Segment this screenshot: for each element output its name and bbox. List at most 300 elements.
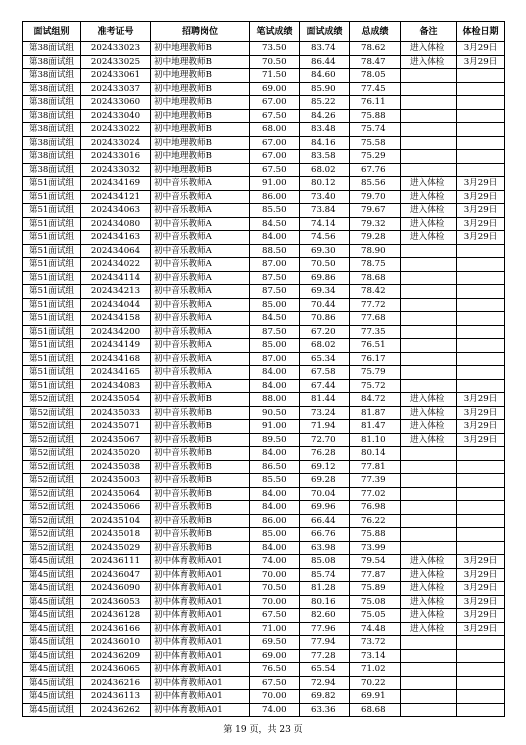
table-cell	[457, 69, 505, 83]
table-cell: 75.05	[350, 609, 401, 623]
table-cell: 79.54	[350, 555, 401, 569]
table-cell: 75.29	[350, 150, 401, 164]
table-cell: 69.30	[300, 244, 350, 258]
table-row	[23, 487, 505, 501]
table-cell: 72.70	[300, 433, 350, 447]
table-row	[23, 204, 505, 218]
table-cell: 202433025	[81, 55, 151, 69]
table-cell: 77.35	[350, 325, 401, 339]
table-cell: 67.20	[300, 325, 350, 339]
table-row	[23, 258, 505, 272]
table-cell: 84.00	[250, 501, 300, 515]
table-cell: 初中地理教师B	[151, 109, 250, 123]
table-cell: 第45面试组	[23, 636, 81, 650]
table-cell	[457, 339, 505, 353]
table-cell: 70.00	[250, 568, 300, 582]
table-cell: 进入体检	[401, 420, 457, 434]
table-cell: 第51面试组	[23, 379, 81, 393]
table-cell: 85.00	[250, 528, 300, 542]
table-row	[23, 352, 505, 366]
table-cell: 202434200	[81, 325, 151, 339]
table-cell: 77.68	[350, 312, 401, 326]
table-cell: 初中地理教师B	[151, 69, 250, 83]
table-cell	[401, 487, 457, 501]
table-cell: 74.00	[250, 703, 300, 717]
table-cell: 71.94	[300, 420, 350, 434]
table-cell: 77.45	[350, 82, 401, 96]
table-cell: 进入体检	[401, 595, 457, 609]
table-cell: 86.00	[250, 514, 300, 528]
table-cell: 79.28	[350, 231, 401, 245]
table-row	[23, 109, 505, 123]
table-cell: 76.17	[350, 352, 401, 366]
table-cell: 第52面试组	[23, 487, 81, 501]
table-cell	[457, 123, 505, 137]
table-row	[23, 366, 505, 380]
results-table	[22, 21, 505, 717]
table-cell	[401, 244, 457, 258]
table-cell: 初中体育教师A01	[151, 676, 250, 690]
table-cell: 90.50	[250, 406, 300, 420]
table-cell	[457, 487, 505, 501]
table-cell: 67.50	[250, 163, 300, 177]
table-cell: 进入体检	[401, 190, 457, 204]
table-cell: 202436128	[81, 609, 151, 623]
table-cell: 202435020	[81, 447, 151, 461]
table-cell: 202433032	[81, 163, 151, 177]
table-cell: 69.91	[350, 690, 401, 704]
table-cell: 202434168	[81, 352, 151, 366]
table-cell: 84.00	[250, 541, 300, 555]
table-cell: 3月29日	[457, 42, 505, 56]
table-cell	[457, 474, 505, 488]
table-cell: 73.24	[300, 406, 350, 420]
table-cell	[457, 109, 505, 123]
table-cell: 91.00	[250, 420, 300, 434]
table-cell: 初中体育教师A01	[151, 568, 250, 582]
table-cell: 第45面试组	[23, 595, 81, 609]
table-cell: 80.12	[300, 177, 350, 191]
table-cell: 68.00	[250, 123, 300, 137]
table-cell	[457, 96, 505, 110]
table-cell: 初中地理教师B	[151, 42, 250, 56]
table-cell: 第45面试组	[23, 568, 81, 582]
table-cell: 80.16	[300, 595, 350, 609]
table-cell: 85.90	[300, 82, 350, 96]
table-cell: 第52面试组	[23, 460, 81, 474]
table-cell: 86.50	[250, 460, 300, 474]
header-cell: 招聘岗位	[151, 22, 250, 42]
table-cell: 202434022	[81, 258, 151, 272]
table-row	[23, 285, 505, 299]
table-cell: 初中音乐教师A	[151, 366, 250, 380]
table-cell	[457, 366, 505, 380]
table-cell: 81.87	[350, 406, 401, 420]
table-cell: 72.94	[300, 676, 350, 690]
table-row	[23, 541, 505, 555]
table-cell	[457, 298, 505, 312]
table-row	[23, 568, 505, 582]
header-cell: 准考证号	[81, 22, 151, 42]
table-cell: 202433060	[81, 96, 151, 110]
table-cell: 进入体检	[401, 555, 457, 569]
header-row	[23, 22, 505, 42]
table-cell: 84.00	[250, 231, 300, 245]
table-cell	[401, 109, 457, 123]
table-cell: 202434169	[81, 177, 151, 191]
table-cell: 202435054	[81, 393, 151, 407]
table-cell: 202434163	[81, 231, 151, 245]
table-cell: 第45面试组	[23, 622, 81, 636]
table-cell: 77.72	[350, 298, 401, 312]
table-cell: 69.34	[300, 285, 350, 299]
table-cell: 69.00	[250, 649, 300, 663]
table-cell: 初中音乐教师A	[151, 244, 250, 258]
table-cell: 78.90	[350, 244, 401, 258]
table-cell: 3月29日	[457, 231, 505, 245]
table-cell: 69.50	[250, 636, 300, 650]
table-cell: 82.60	[300, 609, 350, 623]
table-cell: 202436053	[81, 595, 151, 609]
table-cell: 69.00	[250, 82, 300, 96]
table-cell: 77.81	[350, 460, 401, 474]
header-cell: 面试成绩	[300, 22, 350, 42]
table-cell	[457, 150, 505, 164]
table-cell: 初中音乐教师B	[151, 528, 250, 542]
table-row	[23, 123, 505, 137]
table-cell: 202436209	[81, 649, 151, 663]
table-cell: 3月29日	[457, 177, 505, 191]
table-cell	[457, 352, 505, 366]
table-body	[23, 42, 505, 717]
table-cell: 85.00	[250, 298, 300, 312]
table-cell	[401, 541, 457, 555]
table-cell: 第38面试组	[23, 82, 81, 96]
table-cell	[401, 352, 457, 366]
table-cell: 初中体育教师A01	[151, 703, 250, 717]
table-cell: 第38面试组	[23, 42, 81, 56]
table-row	[23, 312, 505, 326]
table-cell: 3月29日	[457, 190, 505, 204]
table-cell: 第51面试组	[23, 217, 81, 231]
table-cell: 73.50	[250, 42, 300, 56]
table-cell	[457, 649, 505, 663]
table-cell: 第52面试组	[23, 474, 81, 488]
table-cell: 初中体育教师A01	[151, 595, 250, 609]
table-cell	[401, 447, 457, 461]
table-cell: 68.02	[300, 339, 350, 353]
table-cell: 76.28	[300, 447, 350, 461]
table-cell: 第52面试组	[23, 433, 81, 447]
table-cell: 第38面试组	[23, 109, 81, 123]
table-cell: 初中体育教师A01	[151, 555, 250, 569]
table-cell: 第52面试组	[23, 420, 81, 434]
table-cell: 第38面试组	[23, 55, 81, 69]
table-cell: 初中音乐教师A	[151, 352, 250, 366]
table-cell	[401, 690, 457, 704]
table-cell: 第52面试组	[23, 447, 81, 461]
table-row	[23, 514, 505, 528]
table-cell	[401, 298, 457, 312]
table-cell: 初中地理教师B	[151, 163, 250, 177]
table-row	[23, 433, 505, 447]
table-cell: 87.50	[250, 285, 300, 299]
table-cell: 69.12	[300, 460, 350, 474]
table-row	[23, 42, 505, 56]
table-cell	[457, 663, 505, 677]
table-cell: 初中音乐教师A	[151, 285, 250, 299]
table-cell: 89.50	[250, 433, 300, 447]
table-cell: 78.47	[350, 55, 401, 69]
table-cell: 67.50	[250, 676, 300, 690]
table-cell: 第38面试组	[23, 123, 81, 137]
table-cell: 3月29日	[457, 622, 505, 636]
table-cell	[457, 163, 505, 177]
table-cell: 202436010	[81, 636, 151, 650]
table-cell: 初中音乐教师A	[151, 271, 250, 285]
table-cell: 202434149	[81, 339, 151, 353]
table-cell: 第45面试组	[23, 609, 81, 623]
table-row	[23, 595, 505, 609]
table-cell: 70.44	[300, 298, 350, 312]
table-cell	[457, 447, 505, 461]
table-cell: 79.70	[350, 190, 401, 204]
table-cell: 初中音乐教师B	[151, 420, 250, 434]
table-cell: 91.00	[250, 177, 300, 191]
table-cell: 3月29日	[457, 420, 505, 434]
table-cell	[401, 69, 457, 83]
table-cell: 初中体育教师A01	[151, 622, 250, 636]
table-cell: 202433016	[81, 150, 151, 164]
table-cell: 69.28	[300, 474, 350, 488]
table-cell: 初中音乐教师A	[151, 298, 250, 312]
table-cell: 81.47	[350, 420, 401, 434]
table-cell: 75.88	[350, 109, 401, 123]
table-cell: 202436216	[81, 676, 151, 690]
page-footer: 第 19 页，共 23 页	[223, 725, 303, 735]
table-cell: 77.39	[350, 474, 401, 488]
table-cell: 进入体检	[401, 217, 457, 231]
table-cell: 84.50	[250, 217, 300, 231]
table-cell: 76.98	[350, 501, 401, 515]
table-cell: 初中音乐教师A	[151, 258, 250, 272]
table-row	[23, 703, 505, 717]
table-cell	[401, 649, 457, 663]
table-cell: 70.00	[250, 690, 300, 704]
table-row	[23, 298, 505, 312]
table-cell: 67.58	[300, 366, 350, 380]
table-cell: 74.14	[300, 217, 350, 231]
table-row	[23, 420, 505, 434]
table-row	[23, 231, 505, 245]
table-cell: 75.08	[350, 595, 401, 609]
table-cell	[401, 136, 457, 150]
table-cell: 3月29日	[457, 609, 505, 623]
table-row	[23, 271, 505, 285]
table-cell: 进入体检	[401, 622, 457, 636]
table-cell: 84.00	[250, 447, 300, 461]
table-cell: 78.75	[350, 258, 401, 272]
table-cell: 202436065	[81, 663, 151, 677]
table-cell: 第45面试组	[23, 690, 81, 704]
table-cell: 202435067	[81, 433, 151, 447]
table-cell: 3月29日	[457, 595, 505, 609]
table-cell: 第52面试组	[23, 514, 81, 528]
table-cell: 第52面试组	[23, 393, 81, 407]
table-row	[23, 177, 505, 191]
table-cell: 73.72	[350, 636, 401, 650]
table-cell: 初中地理教师B	[151, 136, 250, 150]
table-cell	[457, 541, 505, 555]
table-cell: 第45面试组	[23, 703, 81, 717]
table-cell: 67.50	[250, 109, 300, 123]
table-cell: 202433024	[81, 136, 151, 150]
table-row	[23, 460, 505, 474]
table-cell: 75.74	[350, 123, 401, 137]
table-cell: 第52面试组	[23, 528, 81, 542]
table-cell	[401, 82, 457, 96]
table-row	[23, 663, 505, 677]
table-cell: 74.56	[300, 231, 350, 245]
table-cell: 202433037	[81, 82, 151, 96]
table-cell: 第51面试组	[23, 352, 81, 366]
table-cell: 第45面试组	[23, 676, 81, 690]
table-cell	[457, 325, 505, 339]
table-cell	[401, 339, 457, 353]
table-cell: 65.34	[300, 352, 350, 366]
table-cell: 初中音乐教师B	[151, 447, 250, 461]
table-cell: 3月29日	[457, 393, 505, 407]
table-cell: 进入体检	[401, 568, 457, 582]
table-cell: 初中音乐教师A	[151, 231, 250, 245]
table-cell: 63.98	[300, 541, 350, 555]
table-cell: 202435029	[81, 541, 151, 555]
table-cell: 第51面试组	[23, 190, 81, 204]
table-cell: 第52面试组	[23, 541, 81, 555]
table-cell: 第51面试组	[23, 339, 81, 353]
table-cell: 初中音乐教师B	[151, 474, 250, 488]
table-cell: 初中音乐教师B	[151, 514, 250, 528]
table-cell: 73.84	[300, 204, 350, 218]
table-row	[23, 55, 505, 69]
table-row	[23, 649, 505, 663]
table-cell: 进入体检	[401, 231, 457, 245]
table-cell: 84.16	[300, 136, 350, 150]
table-cell: 202434063	[81, 204, 151, 218]
table-cell: 70.50	[250, 582, 300, 596]
table-cell	[457, 690, 505, 704]
table-row	[23, 622, 505, 636]
table-cell: 3月29日	[457, 433, 505, 447]
table-cell: 84.00	[250, 366, 300, 380]
table-cell	[401, 501, 457, 515]
table-cell: 73.14	[350, 649, 401, 663]
table-cell: 初中体育教师A01	[151, 609, 250, 623]
table-cell	[457, 514, 505, 528]
table-cell: 第45面试组	[23, 649, 81, 663]
table-cell	[457, 312, 505, 326]
table-cell: 初中音乐教师A	[151, 204, 250, 218]
table-cell: 第51面试组	[23, 271, 81, 285]
table-cell: 69.82	[300, 690, 350, 704]
table-cell: 65.54	[300, 663, 350, 677]
table-row	[23, 190, 505, 204]
table-cell: 3月29日	[457, 217, 505, 231]
table-cell: 初中音乐教师A	[151, 339, 250, 353]
table-cell: 初中音乐教师A	[151, 217, 250, 231]
table-cell: 76.50	[250, 663, 300, 677]
table-row	[23, 636, 505, 650]
table-cell: 进入体检	[401, 582, 457, 596]
table-row	[23, 379, 505, 393]
header-cell: 面试组别	[23, 22, 81, 42]
table-cell: 70.50	[250, 55, 300, 69]
table-cell: 初中音乐教师B	[151, 393, 250, 407]
table-cell: 初中音乐教师A	[151, 325, 250, 339]
table-cell: 86.00	[250, 190, 300, 204]
table-cell: 第51面试组	[23, 258, 81, 272]
table-cell	[457, 501, 505, 515]
table-cell: 第38面试组	[23, 136, 81, 150]
table-cell: 85.50	[250, 474, 300, 488]
table-cell	[401, 460, 457, 474]
table-cell: 74.00	[250, 555, 300, 569]
table-cell: 202434114	[81, 271, 151, 285]
table-cell	[401, 663, 457, 677]
table-cell: 202436262	[81, 703, 151, 717]
table-cell: 第51面试组	[23, 231, 81, 245]
table-cell: 87.00	[250, 258, 300, 272]
table-cell	[401, 325, 457, 339]
table-cell: 202436090	[81, 582, 151, 596]
table-cell: 67.44	[300, 379, 350, 393]
table-row	[23, 555, 505, 569]
table-cell	[401, 636, 457, 650]
table-cell: 初中音乐教师B	[151, 433, 250, 447]
table-cell	[457, 379, 505, 393]
table-cell: 第45面试组	[23, 582, 81, 596]
table-cell: 70.00	[250, 595, 300, 609]
table-cell: 67.50	[250, 609, 300, 623]
table-cell: 3月29日	[457, 204, 505, 218]
table-cell: 初中体育教师A01	[151, 582, 250, 596]
table-cell: 88.50	[250, 244, 300, 258]
table-cell: 74.48	[350, 622, 401, 636]
table-cell: 84.00	[250, 487, 300, 501]
table-cell: 66.44	[300, 514, 350, 528]
table-cell: 第45面试组	[23, 555, 81, 569]
table-cell	[457, 82, 505, 96]
table-cell: 86.44	[300, 55, 350, 69]
table-cell: 第38面试组	[23, 96, 81, 110]
table-cell: 81.28	[300, 582, 350, 596]
table-cell: 68.02	[300, 163, 350, 177]
table-cell: 初中音乐教师B	[151, 406, 250, 420]
table-cell: 3月29日	[457, 555, 505, 569]
table-cell: 67.76	[350, 163, 401, 177]
table-cell: 初中音乐教师A	[151, 177, 250, 191]
table-cell: 初中地理教师B	[151, 55, 250, 69]
table-cell: 85.74	[300, 568, 350, 582]
table-cell: 78.62	[350, 42, 401, 56]
table-cell	[401, 703, 457, 717]
table-cell: 85.00	[250, 339, 300, 353]
table-cell: 202434158	[81, 312, 151, 326]
table-cell: 202434064	[81, 244, 151, 258]
table-cell: 第38面试组	[23, 163, 81, 177]
table-cell: 84.72	[350, 393, 401, 407]
table-row	[23, 150, 505, 164]
